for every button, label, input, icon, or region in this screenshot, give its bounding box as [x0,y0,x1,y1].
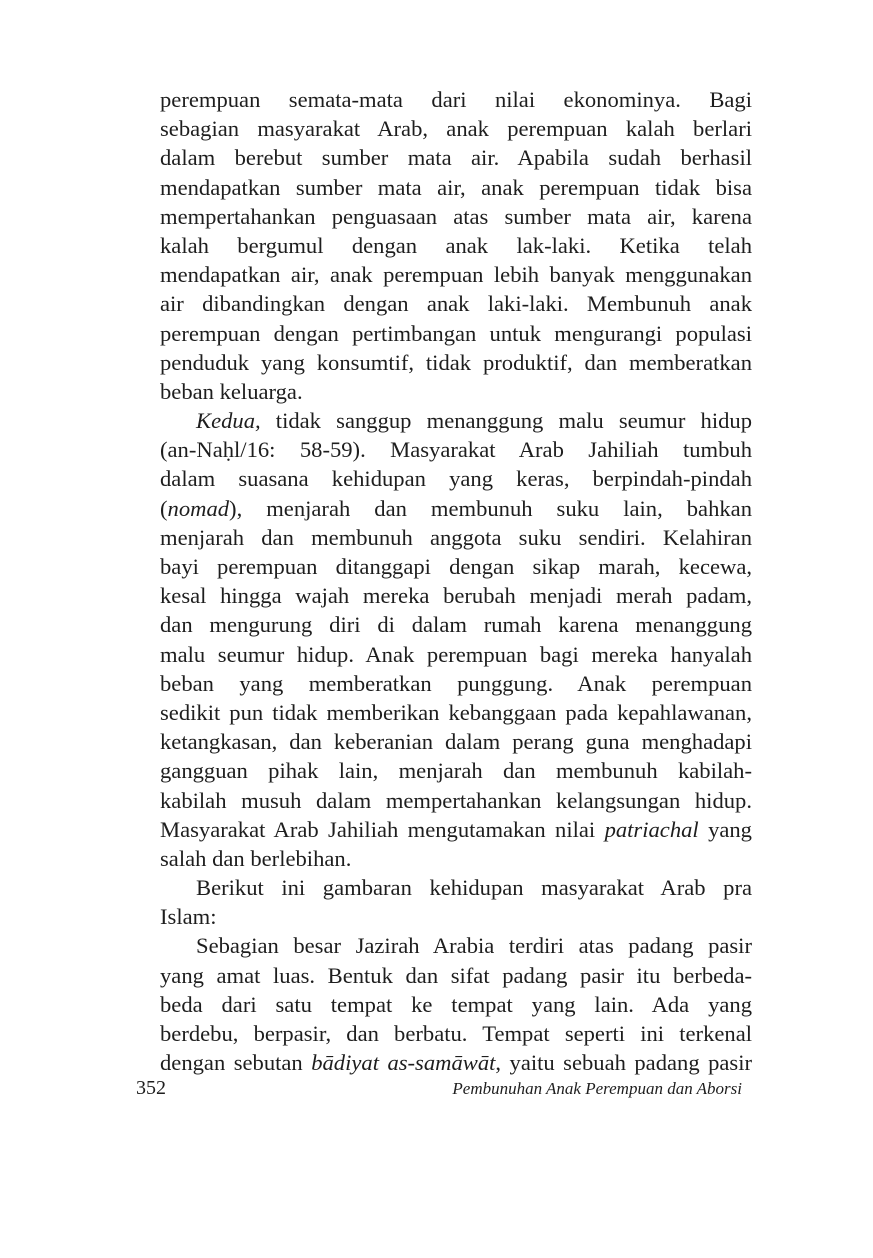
text-line: penduduk yang konsumtif, tidak produktif, dan memberatkan [160,349,752,375]
text-line: berdebu, berpasir, dan berbatu. Tempat seperti ini terkenal [160,1021,752,1046]
text-line: dan mengurung diri di dalam rumah karena menanggung [160,612,752,638]
text-run: ( [160,495,168,521]
text-run: Masyarakat Arab Jahiliah mengutamakan nilai [160,816,605,842]
text-run: tidak sanggup menanggung malu seumur hidup [260,408,752,434]
text-line: bayi perempuan ditanggapi dengan sikap marah, kecewa, [160,554,752,579]
text-line [160,815,752,844]
paragraph-berikut [160,873,752,931]
italic-term: nomad [167,495,230,521]
text-line: air dibandingkan dengan anak laki-laki. Membunuh anak [160,291,752,317]
text-line: mempertahankan penguasaan atas sumber mata air, karena [160,203,752,229]
text-line: dalam suasana kehidupan yang keras, berpindah-pindah [160,466,752,492]
text-line: perempuan dengan pertimbangan untuk mengurangi populasi [160,320,752,346]
text-line: beban keluarga. [160,378,303,404]
text-run: dengan sebutan [160,1050,312,1076]
text-line [160,494,752,523]
italic-term: patriachal [604,816,699,842]
italic-term: bādiyat as-samāwāt [311,1050,496,1076]
text-line: yang amat luas. Bentuk dan sifat padang pasir itu berbeda- [160,962,752,988]
text-line: kabilah musuh dalam mempertahankan kelangsungan hidup. [160,787,752,813]
text-line: menjarah dan membunuh anggota suku sendiri. Kelahiran [160,524,752,550]
text-line [160,1048,752,1077]
page-number: 352 [136,1077,166,1099]
text-line: mendapatkan sumber mata air, anak perempuan tidak bisa [160,174,752,200]
text-line: perempuan semata-mata dari nilai ekonominya. Bagi [160,87,752,112]
text-line: beda dari satu tempat ke tempat yang lain. Ada yang [160,991,752,1017]
text-line: sebagian masyarakat Arab, anak perempuan kalah berlari [160,116,752,142]
text-run: yang [698,816,752,842]
text-line: Islam: [160,904,217,930]
italic-term: Kedua, [196,408,261,434]
text-line: ketangkasan, dan keberanian dalam perang guna menghadapi [160,729,752,755]
text-line: malu seumur hidup. Anak perempuan bagi mereka hanyalah [160,641,752,667]
text-run: ), menjarah dan membunuh suku lain, bahkan [229,495,752,521]
body-text [160,85,752,1077]
text-line [160,406,752,435]
paragraph-continuation [160,85,752,406]
text-line: beban yang memberatkan punggung. Anak perempuan [160,670,752,696]
page-footer [136,1076,742,1104]
paragraph-kedua [160,406,752,873]
text-line: salah dan berlebihan. [160,845,352,871]
running-title: Pembunuhan Anak Perempuan dan Aborsi [452,1079,742,1098]
text-line: sedikit pun tidak memberikan kebanggaan pada kepahlawanan, [160,699,752,725]
text-run: , yaitu sebuah padang pasir [495,1050,752,1076]
text-line: Sebagian besar Jazirah Arabia terdiri atas padang pasir [196,933,752,959]
text-line: kesal hingga wajah mereka berubah menjadi merah padam, [160,583,752,609]
text-line: gangguan pihak lain, menjarah dan membunuh kabilah- [160,758,752,784]
text-line: dalam berebut sumber mata air. Apabila sudah berhasil [160,145,752,171]
text-line: kalah bergumul dengan anak lak-laki. Ketika telah [160,232,752,258]
text-line: mendapatkan air, anak perempuan lebih banyak menggunakan [160,262,752,288]
paragraph-jazirah [160,931,752,1077]
text-line: (an-Naḥl/16: 58-59). Masyarakat Arab Jahiliah tumbuh [160,437,752,463]
text-line: Berikut ini gambaran kehidupan masyarakat Arab pra [196,875,752,901]
